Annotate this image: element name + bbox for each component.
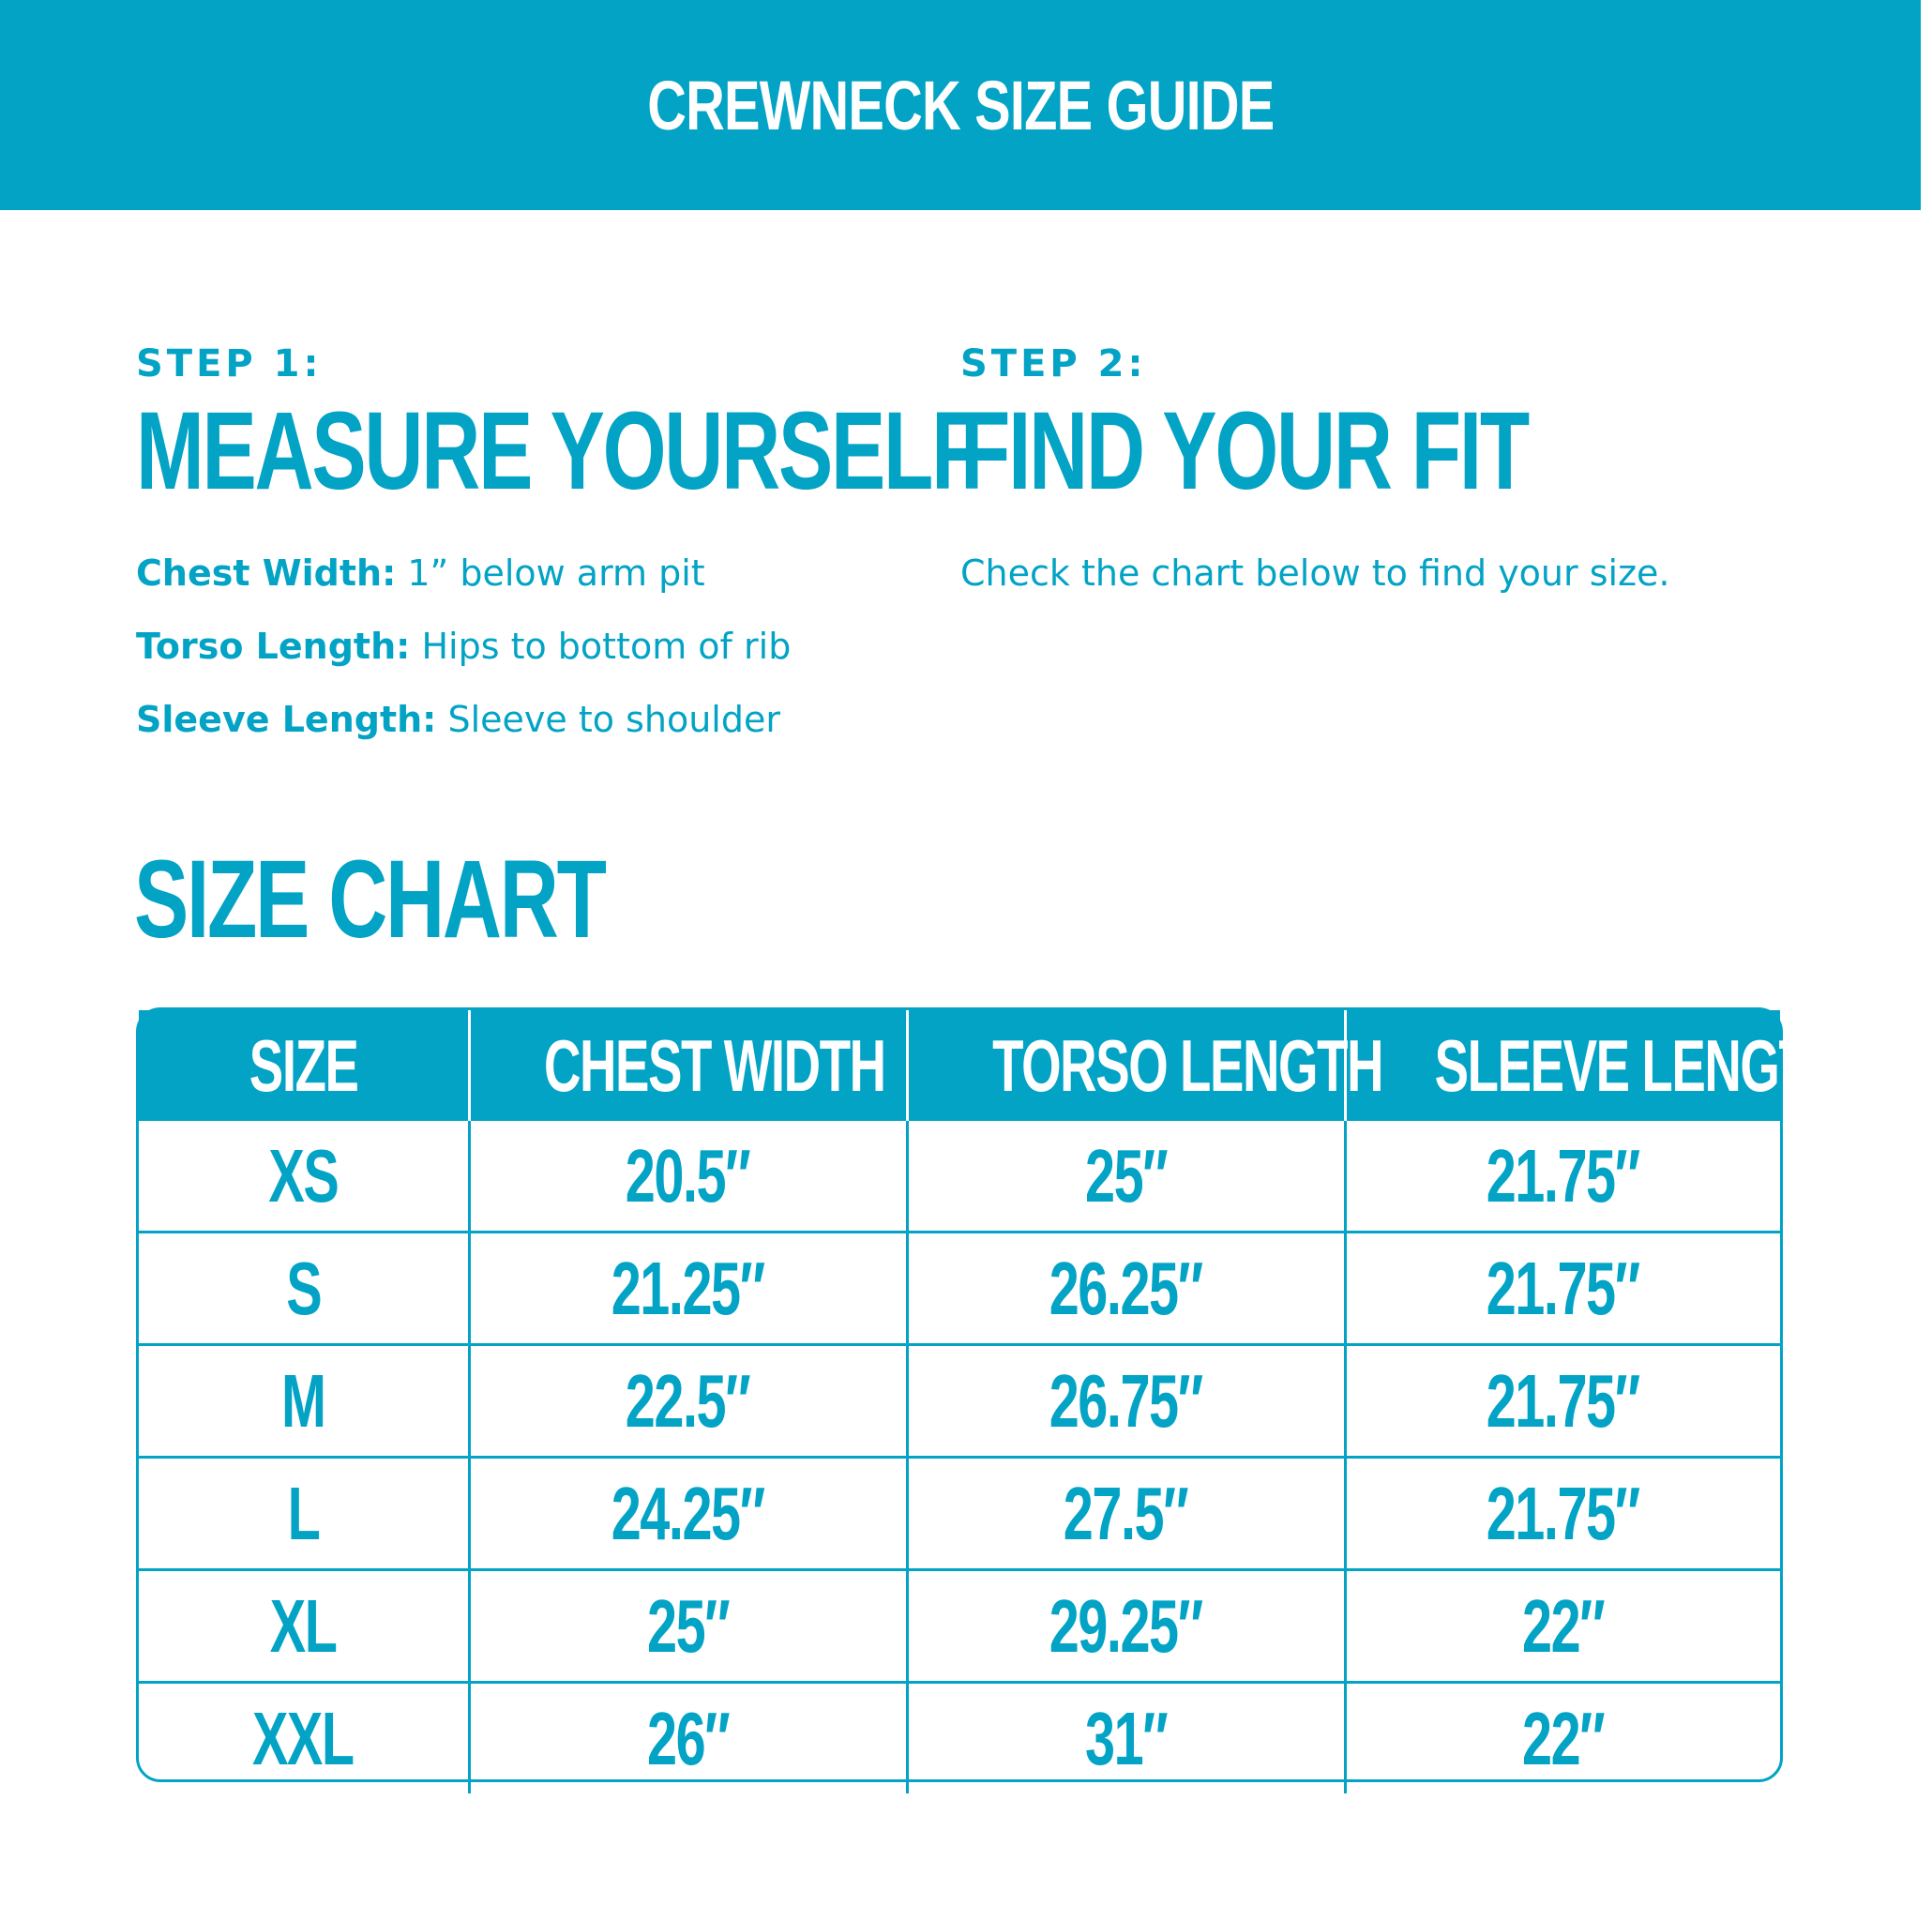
cell-value: 22″ — [1522, 1696, 1605, 1780]
cell-chest-width — [469, 1458, 907, 1570]
header-sleeve-length — [1345, 1010, 1844, 1121]
cell-value: 21.75″ — [1487, 1471, 1640, 1555]
cell-size — [139, 1121, 469, 1233]
cell-value: XXL — [252, 1696, 355, 1780]
cell-value: 27.5″ — [1064, 1471, 1188, 1555]
size-table — [139, 1010, 1844, 1793]
cell-torso-length — [907, 1121, 1345, 1233]
cell-sleeve-length — [1345, 1233, 1780, 1345]
cell-sleeve-length — [1345, 1345, 1780, 1458]
cell-value: XL — [269, 1583, 337, 1668]
measurement-instructions — [136, 537, 924, 756]
header-size — [139, 1010, 469, 1121]
cell-value: M — [280, 1358, 325, 1443]
cell-value: 21.75″ — [1487, 1246, 1640, 1330]
cell-value: 21.75″ — [1487, 1358, 1640, 1443]
measurement-chest-width — [136, 537, 924, 610]
table-row — [139, 1121, 1780, 1233]
cell-value: L — [287, 1471, 320, 1555]
cell-value: 25″ — [646, 1583, 730, 1668]
table-row — [139, 1345, 1780, 1458]
header-label: SLEEVE LENGTH — [1434, 1023, 1844, 1107]
table-row — [139, 1458, 1780, 1570]
measurement-sleeve-length — [136, 683, 924, 756]
measurement-text: Sleeve to shoulder — [447, 699, 780, 740]
cell-chest-width — [469, 1233, 907, 1345]
step-2-label: STEP 2: — [960, 342, 1147, 386]
cell-torso-length — [907, 1458, 1345, 1570]
size-chart-title: SIZE CHART — [134, 838, 605, 961]
measurement-label: Chest Width: — [136, 552, 397, 594]
cell-size — [139, 1345, 469, 1458]
cell-sleeve-length — [1345, 1121, 1780, 1233]
cell-value: 24.25″ — [611, 1471, 765, 1555]
measurement-label: Sleeve Length: — [136, 699, 437, 740]
cell-value: 21.25″ — [611, 1246, 765, 1330]
cell-size — [139, 1683, 469, 1794]
measurement-text: 1” below arm pit — [407, 552, 705, 594]
step-2-section — [960, 340, 1804, 610]
cell-size — [139, 1570, 469, 1683]
cell-value: 22.5″ — [626, 1358, 750, 1443]
header-label: TORSO LENGTH — [991, 1023, 1382, 1107]
measurement-label: Torso Length: — [136, 626, 411, 667]
header-label: CHEST WIDTH — [543, 1023, 885, 1107]
cell-value: 29.25″ — [1049, 1583, 1203, 1668]
cell-value: 22″ — [1522, 1583, 1605, 1668]
cell-sleeve-length — [1345, 1570, 1780, 1683]
measurement-text: Hips to bottom of rib — [421, 626, 792, 667]
cell-torso-length — [907, 1345, 1345, 1458]
step-1-section — [136, 340, 980, 756]
measurement-torso-length — [136, 610, 924, 683]
step-2-heading: FIND YOUR FIT — [960, 389, 1529, 513]
step-1-label: STEP 1: — [136, 342, 323, 386]
header-chest-width — [469, 1010, 907, 1121]
table-row — [139, 1683, 1780, 1794]
table-row — [139, 1570, 1780, 1683]
cell-chest-width — [469, 1683, 907, 1794]
cell-value: 25″ — [1084, 1133, 1168, 1218]
cell-value: 26.75″ — [1049, 1358, 1203, 1443]
size-chart-table — [136, 1007, 1844, 1782]
step-1-heading: MEASURE YOURSELF — [136, 389, 980, 513]
cell-sleeve-length — [1345, 1458, 1780, 1570]
cell-value: 26.25″ — [1049, 1246, 1203, 1330]
cell-torso-length — [907, 1233, 1345, 1345]
cell-value: 31″ — [1084, 1696, 1168, 1780]
cell-chest-width — [469, 1570, 907, 1683]
header-banner — [0, 0, 1921, 210]
cell-sleeve-length — [1345, 1683, 1780, 1794]
fit-instruction: Check the chart below to find your size. — [960, 552, 1670, 594]
cell-value: 21.75″ — [1487, 1133, 1640, 1218]
page-title: CREWNECK SIZE GUIDE — [646, 66, 1275, 144]
cell-chest-width — [469, 1121, 907, 1233]
cell-value: S — [285, 1246, 321, 1330]
cell-value: 26″ — [646, 1696, 730, 1780]
cell-size — [139, 1458, 469, 1570]
cell-torso-length — [907, 1570, 1345, 1683]
cell-value: 20.5″ — [626, 1133, 750, 1218]
cell-torso-length — [907, 1683, 1345, 1794]
header-torso-length — [907, 1010, 1382, 1121]
header-label: SIZE — [249, 1023, 358, 1107]
cell-chest-width — [469, 1345, 907, 1458]
cell-size — [139, 1233, 469, 1345]
table-header-row — [139, 1010, 1780, 1121]
table-row — [139, 1233, 1780, 1345]
cell-value: XS — [268, 1133, 339, 1218]
